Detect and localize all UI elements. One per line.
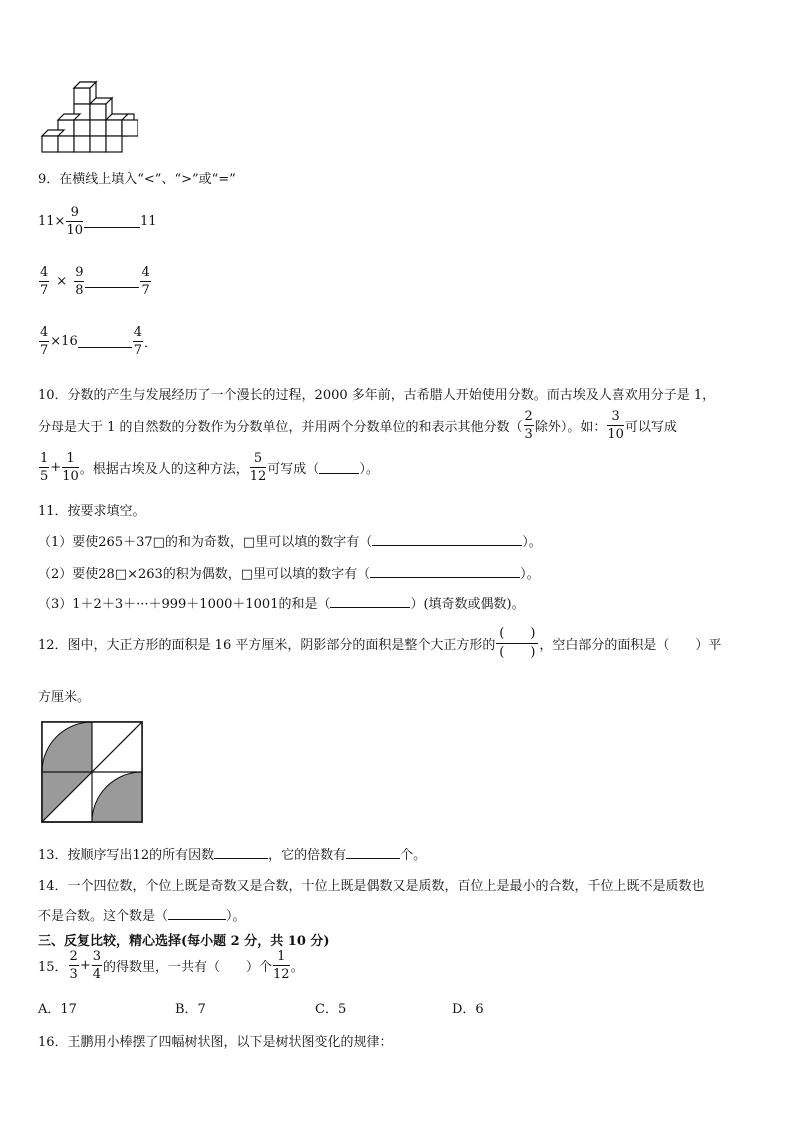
q11-line3	[38, 593, 525, 612]
q11-l1-text-a: （1）要使265＋37□的和为奇数，□里可以填的数字有（	[38, 535, 373, 550]
numerator: ( )	[496, 627, 538, 644]
q11-l1-text-b: ）。	[522, 535, 542, 550]
q12-fraction-answer[interactable]	[496, 627, 538, 660]
q11-line2	[38, 563, 540, 582]
q15-option-d[interactable]: D．6	[452, 1002, 484, 1017]
q10-fraction-5-12	[250, 452, 267, 483]
denominator: 10	[66, 223, 83, 238]
numerator: 4	[40, 325, 49, 340]
q16-line: 16．王鹏用小棒摆了四幅树状图，以下是树状图变化的规律：	[38, 1035, 393, 1050]
q10-line1: 10．分数的产生与发展经历了一个漫长的过程，2000 多年前，古希腊人开始使用分数。而古埃及人喜欢用分子是 1，	[38, 388, 716, 403]
denominator: 7	[40, 343, 49, 358]
q10-line3-text-c: ）。	[359, 462, 379, 477]
q10-fraction-1-10	[62, 452, 79, 483]
q9-l1-pre: 11×	[38, 214, 66, 229]
numerator: 3	[607, 410, 624, 426]
cube-stack-figure	[38, 80, 138, 158]
q14-l2-text-a: 不是合数。这个数是（	[38, 909, 169, 924]
q12-line2: 方厘米。	[38, 690, 91, 705]
q15-end: 。	[290, 960, 304, 975]
q9-l2-blank[interactable]	[85, 275, 139, 288]
q15-option-b[interactable]: B．7	[175, 1002, 206, 1017]
q11-title: 11．按要求填空。	[38, 504, 146, 519]
q15-fraction-c	[273, 950, 290, 981]
q10-line2-text-c: 可以写成	[624, 420, 677, 435]
q9-l2-times: ×	[56, 274, 68, 289]
q13-line	[38, 844, 426, 863]
q13-number: 12	[132, 848, 150, 863]
numerator: 1	[62, 452, 79, 468]
q9-title: 9．在横线上填入“<”、“>”或“=”	[38, 172, 236, 187]
q13-text-a: 13．按顺序写出	[38, 848, 133, 863]
plus-sign: +	[79, 958, 91, 973]
q14-line2	[38, 905, 246, 924]
q10-fraction-1-5	[39, 452, 49, 483]
numerator: 4	[133, 325, 142, 340]
q15-text-mid: 的得数里，一共有（ ）个	[103, 960, 273, 975]
q15-prefix: 15．	[38, 960, 68, 975]
numerator: 9	[66, 206, 83, 222]
section-3-heading: 三、反复比较，精心选择(每小题 2 分，共 10 分)	[38, 934, 330, 949]
numerator: 2	[524, 409, 533, 424]
numerator: 5	[250, 452, 267, 468]
q10-line3-text-a: 。根据古埃及人的这种方法，	[79, 462, 249, 477]
denominator: ( )	[499, 645, 536, 660]
q9-l3-dot: ．	[144, 336, 158, 351]
q10-line2	[38, 410, 677, 441]
q9-l1-post: 11	[139, 214, 157, 229]
q10-answer-blank[interactable]	[319, 461, 359, 474]
denominator: 3	[524, 427, 533, 442]
q9-l3-mid: ×16	[50, 334, 78, 349]
q9-l1-fraction	[66, 206, 83, 237]
q10-fraction-3-10	[607, 410, 624, 441]
q9-l2-fraction-b	[74, 266, 84, 297]
denominator: 5	[40, 469, 49, 484]
q13-factors-blank[interactable]	[214, 846, 268, 859]
q10-fraction-2-3	[524, 410, 534, 441]
q15-option-c[interactable]: C．5	[315, 1002, 347, 1017]
q15-fraction-b	[92, 950, 102, 981]
numerator: 3	[92, 949, 102, 964]
shaded-square-figure	[40, 720, 144, 824]
denominator: 7	[141, 283, 150, 298]
denominator: 8	[75, 283, 84, 298]
q9-l1-blank[interactable]	[84, 215, 140, 228]
denominator: 7	[133, 343, 142, 358]
q15-fraction-a	[69, 950, 79, 981]
denominator: 10	[607, 427, 624, 442]
q10-line3-text-b: 可写成（	[267, 462, 320, 477]
denominator: 4	[92, 967, 102, 982]
plus-sign: +	[50, 460, 62, 475]
q15-option-a[interactable]: A．17	[38, 1002, 77, 1017]
q13-text-c: ，它的倍数有	[268, 848, 347, 863]
q11-l2-blank[interactable]	[370, 565, 520, 578]
q9-line3	[38, 326, 157, 357]
q10-line3	[38, 452, 379, 483]
q11-l3-blank[interactable]	[330, 595, 410, 608]
q9-line1	[38, 206, 157, 237]
q13-text-b: 的所有因数	[149, 848, 215, 863]
numerator: 1	[273, 950, 290, 966]
q11-l3-text-a: （3）1＋2＋3＋···＋999＋1000＋1001的和是（	[38, 597, 331, 612]
q11-line1	[38, 531, 542, 550]
numerator: 9	[75, 265, 84, 280]
q11-l2-text-a: （2）要使28□×263的积为偶数，□里可以填的数字有（	[38, 567, 371, 582]
q9-l3-blank[interactable]	[78, 335, 132, 348]
q14-line1: 14．一个四位数，个位上既是奇数又是合数，十位上既是偶数又是质数，百位上是最小的合数，千位上既不是质数也	[38, 879, 705, 894]
denominator: 12	[249, 469, 267, 484]
q11-l1-blank[interactable]	[372, 533, 522, 546]
q11-l3-text-b: ）(填奇数或偶数)。	[410, 597, 525, 612]
q10-line2-text-a: 分母是大于 1 的自然数的分数作为分数单位，并用两个分数单位的和表示其他分数（	[38, 420, 523, 435]
q10-line2-text-b: 除外）。如：	[534, 420, 607, 435]
q13-multiples-blank[interactable]	[346, 846, 400, 859]
q9-l3-fraction-b	[133, 326, 143, 357]
denominator: 10	[62, 469, 79, 484]
numerator: 1	[40, 451, 49, 466]
numerator: 2	[69, 949, 78, 964]
q14-l2-text-b: ）。	[226, 909, 246, 924]
q15-line	[38, 950, 304, 981]
denominator: 3	[69, 967, 78, 982]
q12-l1-text-b: ，空白部分的面积是（ ）平	[539, 638, 722, 653]
q14-answer-blank[interactable]	[168, 907, 226, 920]
q13-text-d: 个。	[400, 848, 427, 863]
denominator: 7	[40, 283, 49, 298]
q11-l2-text-b: ）。	[520, 567, 540, 582]
denominator: 12	[273, 967, 290, 982]
numerator: 4	[141, 265, 150, 280]
q12-line1	[38, 627, 721, 660]
q9-l2-fraction-c	[140, 266, 150, 297]
numerator: 4	[40, 265, 49, 280]
q12-l1-text-a: 12．图中，大正方形的面积是 16 平方厘米，阴影部分的面积是整个大正方形的	[38, 638, 496, 653]
q9-line2	[38, 266, 152, 297]
q9-l3-fraction-a	[39, 326, 49, 357]
q9-l2-fraction-a	[39, 266, 49, 297]
